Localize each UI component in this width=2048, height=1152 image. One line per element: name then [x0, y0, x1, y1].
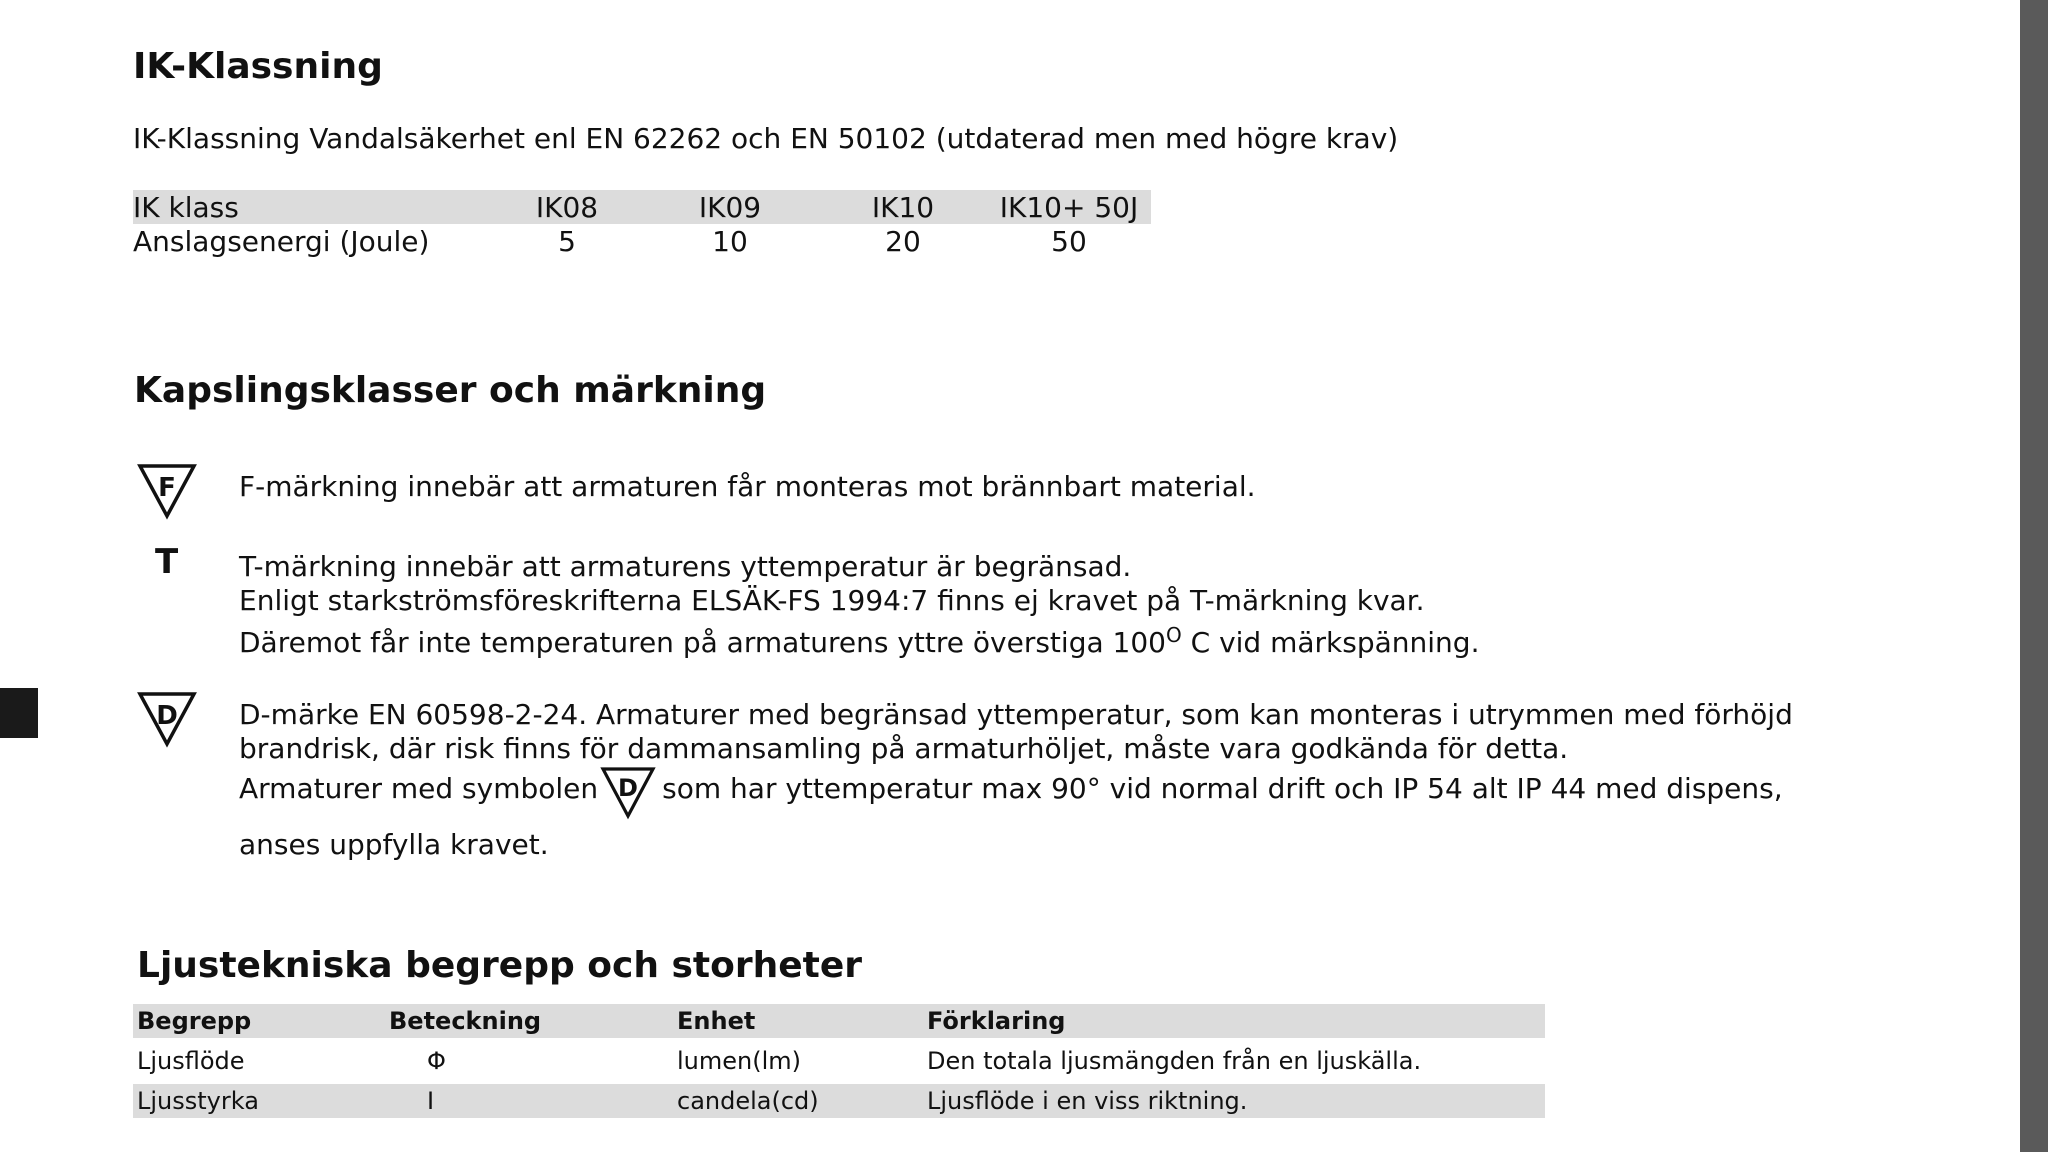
ljus-section-title: Ljustekniska begrepp och storheter [137, 945, 863, 986]
ljus-cell: Ljusflöde i en viss riktning. [927, 1087, 1248, 1115]
ik-cell: Anslagsenergi (Joule) [133, 224, 430, 258]
ljus-cell: Den totala ljusmängden från en ljuskälla. [927, 1047, 1422, 1075]
ik-header-cell: IK09 [698, 190, 762, 224]
ljus-header-cell: Förklaring [927, 1007, 1066, 1035]
ljus-cell: Ljusstyrka [137, 1087, 259, 1115]
ik-header-cell: IK10 [871, 190, 935, 224]
d-mark-letter: D [156, 701, 178, 731]
ik-table-row [133, 224, 1151, 258]
t-mark-line2: Enligt starkströmsföreskrifterna ELSÄK-FS 1994:7 finns ej kravet på T-märkning kvar. [239, 584, 1425, 617]
t-mark-symbol: T [155, 542, 179, 582]
ik-section-title: IK-Klassning [133, 46, 383, 87]
ik-header-cell: IK10+ 50J [999, 190, 1139, 224]
t-mark-line3-after: C vid märkspänning. [1181, 626, 1480, 659]
d-mark-line3 [239, 766, 1793, 828]
t-mark-line3 [239, 618, 1479, 660]
ljus-header-cell: Begrepp [137, 1007, 252, 1035]
ljus-cell: lumen(lm) [677, 1047, 802, 1075]
degree-mark: O [1165, 623, 1182, 647]
t-mark-line3-before: Däremot får inte temperaturen på armaturens yttre överstiga 100 [239, 626, 1166, 659]
d-mark-inline-triangle-icon [600, 766, 656, 828]
d-mark-line1: D-märke EN 60598-2-24. Armaturer med begränsad yttemperatur, som kan monteras i utrymmen med förhöjd [239, 698, 1793, 731]
ik-cell: 10 [712, 224, 748, 258]
d-mark-line3-before: Armaturer med symbolen [239, 772, 599, 805]
d-mark-line3-after: som har yttemperatur max 90° vid normal drift och IP 54 alt IP 44 med dispens, [662, 772, 1783, 805]
ljus-table [133, 1004, 1545, 1118]
ik-header-cell: IK08 [535, 190, 599, 224]
d-mark-line2: brandrisk, där risk finns för dammansamling på armaturhöljet, måste vara godkända för detta. [239, 732, 1569, 765]
d-mark-inline-letter: D [618, 774, 639, 802]
ljus-cell: Φ [427, 1047, 446, 1075]
f-mark-letter: F [158, 473, 176, 503]
d-mark-line4: anses uppfylla kravet. [239, 828, 549, 861]
side-tab-marker [0, 688, 38, 738]
t-mark-line1: T-märkning innebär att armaturens yttemperatur är begränsad. [239, 550, 1132, 583]
ik-cell: 20 [885, 224, 921, 258]
ik-cell: 5 [558, 224, 576, 258]
ljus-header-cell: Enhet [677, 1007, 756, 1035]
t-mark-text [239, 550, 1479, 660]
d-mark-triangle-icon [136, 690, 198, 748]
ljus-table-row [133, 1038, 1545, 1084]
ik-table-header-row [133, 190, 1151, 224]
ik-table [133, 190, 1151, 258]
ljus-header-cell: Beteckning [389, 1007, 542, 1035]
ik-header-cell: IK klass [133, 190, 239, 224]
kapsling-section-title: Kapslingsklasser och märkning [134, 370, 767, 411]
ljus-table-row [133, 1084, 1545, 1118]
f-mark-triangle-icon [136, 462, 198, 520]
ik-cell: 50 [1051, 224, 1087, 258]
f-mark-text [239, 470, 1256, 504]
ljus-cell: I [427, 1087, 435, 1115]
ljus-cell: candela(cd) [677, 1087, 819, 1115]
ljus-cell: Ljusflöde [137, 1047, 245, 1075]
ik-description: IK-Klassning Vandalsäkerhet enl EN 62262 och EN 50102 (utdaterad men med högre krav) [133, 122, 1399, 155]
ljus-table-header-row [133, 1004, 1545, 1038]
d-mark-text [239, 698, 1793, 862]
f-mark-line: F-märkning innebär att armaturen får monteras mot brännbart material. [239, 470, 1256, 503]
